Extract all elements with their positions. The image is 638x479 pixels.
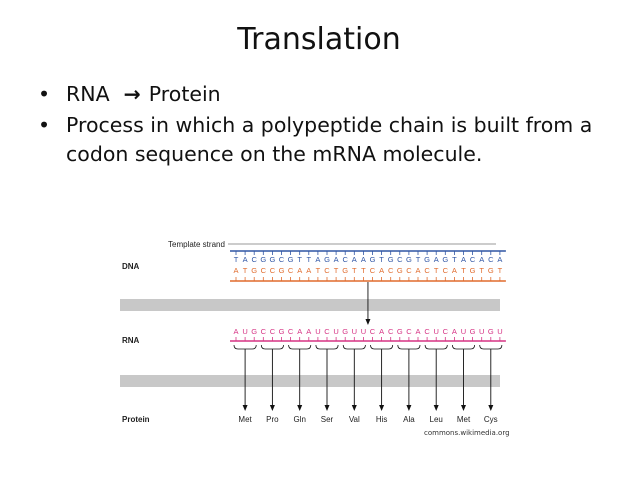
codon-bracket — [343, 345, 365, 349]
codon-bracket — [234, 345, 256, 349]
amino-acid-label: Met — [456, 415, 471, 424]
mrna-base: C — [287, 327, 294, 336]
mrna-base: U — [333, 327, 339, 336]
slide-title: Translation — [237, 22, 401, 57]
coding-base: C — [442, 266, 449, 275]
template-base: A — [433, 255, 439, 264]
coding-base: G — [469, 266, 476, 275]
template-base: G — [287, 255, 294, 264]
template-base: A — [497, 255, 503, 264]
template-base: G — [269, 255, 276, 264]
mrna-base: C — [269, 327, 276, 336]
coding-base: T — [242, 266, 248, 275]
template-base: C — [278, 255, 285, 264]
template-base: G — [260, 255, 267, 264]
mrna-base: A — [379, 327, 385, 336]
coding-base: A — [451, 266, 457, 275]
coding-base: A — [415, 266, 421, 275]
protein-row-label: Protein — [122, 415, 150, 424]
codon-arrowhead — [406, 405, 411, 411]
template-base: A — [333, 255, 339, 264]
bullet-rna-protein — [38, 80, 618, 109]
coding-base: C — [406, 266, 412, 275]
mrna-base: G — [251, 327, 258, 336]
mrna-base: A — [297, 327, 303, 336]
codon-bracket — [371, 345, 393, 349]
coding-base: C — [424, 266, 430, 275]
codon-bracket — [289, 345, 311, 349]
mrna-base: U — [360, 327, 367, 336]
template-base: G — [405, 255, 412, 264]
mrna-base: C — [442, 327, 449, 336]
template-base: C — [342, 255, 348, 264]
template-base: T — [297, 255, 302, 264]
codon-bracket — [480, 345, 502, 349]
coding-base: C — [260, 266, 267, 275]
amino-acid-label: His — [375, 415, 388, 424]
mrna-base: U — [460, 327, 467, 336]
coding-base: G — [396, 266, 403, 275]
coding-base: G — [342, 266, 349, 275]
mrna-base: C — [260, 327, 267, 336]
image-credit: commons.wikimedia.org — [424, 429, 510, 437]
codon-arrowhead — [461, 405, 466, 411]
template-base: A — [351, 255, 357, 264]
amino-acid-label: Cys — [483, 415, 498, 424]
coding-base: C — [369, 266, 376, 275]
transcription-arrowhead — [365, 319, 370, 325]
coding-base: T — [461, 266, 466, 275]
mrna-base: G — [487, 327, 494, 336]
codon-arrowhead — [243, 405, 248, 411]
codon-arrowhead — [434, 405, 439, 411]
mrna-base: U — [315, 327, 321, 336]
bullet-dot: • — [38, 82, 51, 106]
mrna-base: C — [324, 327, 330, 336]
mrna-base: A — [415, 327, 421, 336]
template-base: C — [397, 255, 403, 264]
template-base: T — [452, 255, 457, 264]
amino-acid-label: Met — [238, 415, 252, 424]
template-base: A — [360, 255, 366, 264]
rna-row-label: RNA — [122, 336, 140, 345]
template-base: A — [315, 255, 321, 264]
mrna-base: U — [242, 327, 248, 336]
mrna-base: A — [451, 327, 457, 336]
amino-acid-label: Ser — [320, 415, 334, 424]
coding-base: C — [287, 266, 294, 275]
mrna-base: C — [406, 327, 412, 336]
coding-base: T — [479, 266, 484, 275]
codon-arrowhead — [352, 405, 357, 411]
coding-base: T — [315, 266, 321, 275]
mrna-base: C — [387, 327, 394, 336]
mrna-base: G — [342, 327, 349, 336]
mrna-base: U — [433, 327, 439, 336]
amino-acid-label: Val — [348, 415, 360, 424]
codon-bracket — [452, 345, 474, 349]
codon-bracket — [425, 345, 447, 349]
codon-bracket — [261, 345, 283, 349]
coding-base: A — [306, 266, 312, 275]
mrna-base: C — [369, 327, 376, 336]
codon-arrowhead — [379, 405, 384, 411]
mrna-base: G — [396, 327, 403, 336]
coding-base: G — [487, 266, 494, 275]
mrna-base: A — [306, 327, 312, 336]
mrna-base: C — [424, 327, 430, 336]
codon-arrowhead — [297, 405, 302, 411]
coding-base: T — [497, 266, 503, 275]
translation-diagram — [110, 235, 510, 450]
dna-row-label: DNA — [122, 262, 140, 271]
template-base: C — [488, 255, 494, 264]
coding-base: C — [324, 266, 330, 275]
codon-arrowhead — [488, 405, 493, 411]
bullet-rna-text: RNA — [66, 82, 110, 106]
template-base: C — [469, 255, 476, 264]
template-base: G — [324, 255, 330, 264]
coding-base: A — [297, 266, 303, 275]
coding-base: T — [433, 266, 439, 275]
coding-base: C — [269, 266, 276, 275]
bullet-protein-text: Protein — [148, 82, 221, 106]
mrna-base: U — [351, 327, 358, 336]
translation-band — [120, 375, 500, 387]
template-base: T — [306, 255, 312, 264]
codon-bracket — [398, 345, 420, 349]
coding-base: G — [278, 266, 285, 275]
template-base: T — [233, 255, 239, 264]
coding-base: A — [379, 266, 385, 275]
mrna-base: G — [469, 327, 476, 336]
coding-base: G — [251, 266, 258, 275]
mrna-base: U — [478, 327, 485, 336]
bullet-process — [38, 111, 618, 169]
template-base: G — [442, 255, 449, 264]
template-strand-label: Template strand — [168, 240, 225, 249]
coding-base: T — [352, 266, 357, 275]
template-base: A — [460, 255, 467, 264]
template-base: G — [387, 255, 394, 264]
template-base: T — [415, 255, 421, 264]
coding-base: C — [387, 266, 394, 275]
bullet-dot: • — [38, 113, 51, 137]
mrna-base: U — [497, 327, 503, 336]
amino-acid-label: Leu — [429, 415, 443, 424]
template-base: G — [369, 255, 376, 264]
amino-acid-label: Pro — [266, 415, 279, 424]
template-base: A — [479, 255, 485, 264]
template-base: C — [251, 255, 257, 264]
mrna-base: A — [233, 327, 239, 336]
coding-base: T — [333, 266, 339, 275]
right-arrow-icon: → — [123, 82, 141, 106]
bullet-list — [38, 80, 618, 171]
coding-base: A — [233, 266, 239, 275]
template-base: T — [379, 255, 384, 264]
mrna-base: G — [278, 327, 285, 336]
codon-arrowhead — [270, 405, 275, 411]
amino-acid-label: Gln — [293, 415, 306, 424]
template-base: A — [242, 255, 248, 264]
bullet-process-text: Process in which a polypeptide chain is built from a codon sequence on the mRNA molecule. — [66, 113, 593, 166]
coding-base: T — [361, 266, 366, 275]
codon-arrowhead — [325, 405, 330, 411]
transcription-band — [120, 299, 500, 311]
codon-bracket — [316, 345, 338, 349]
template-base: G — [424, 255, 431, 264]
amino-acid-label: Ala — [403, 415, 415, 424]
